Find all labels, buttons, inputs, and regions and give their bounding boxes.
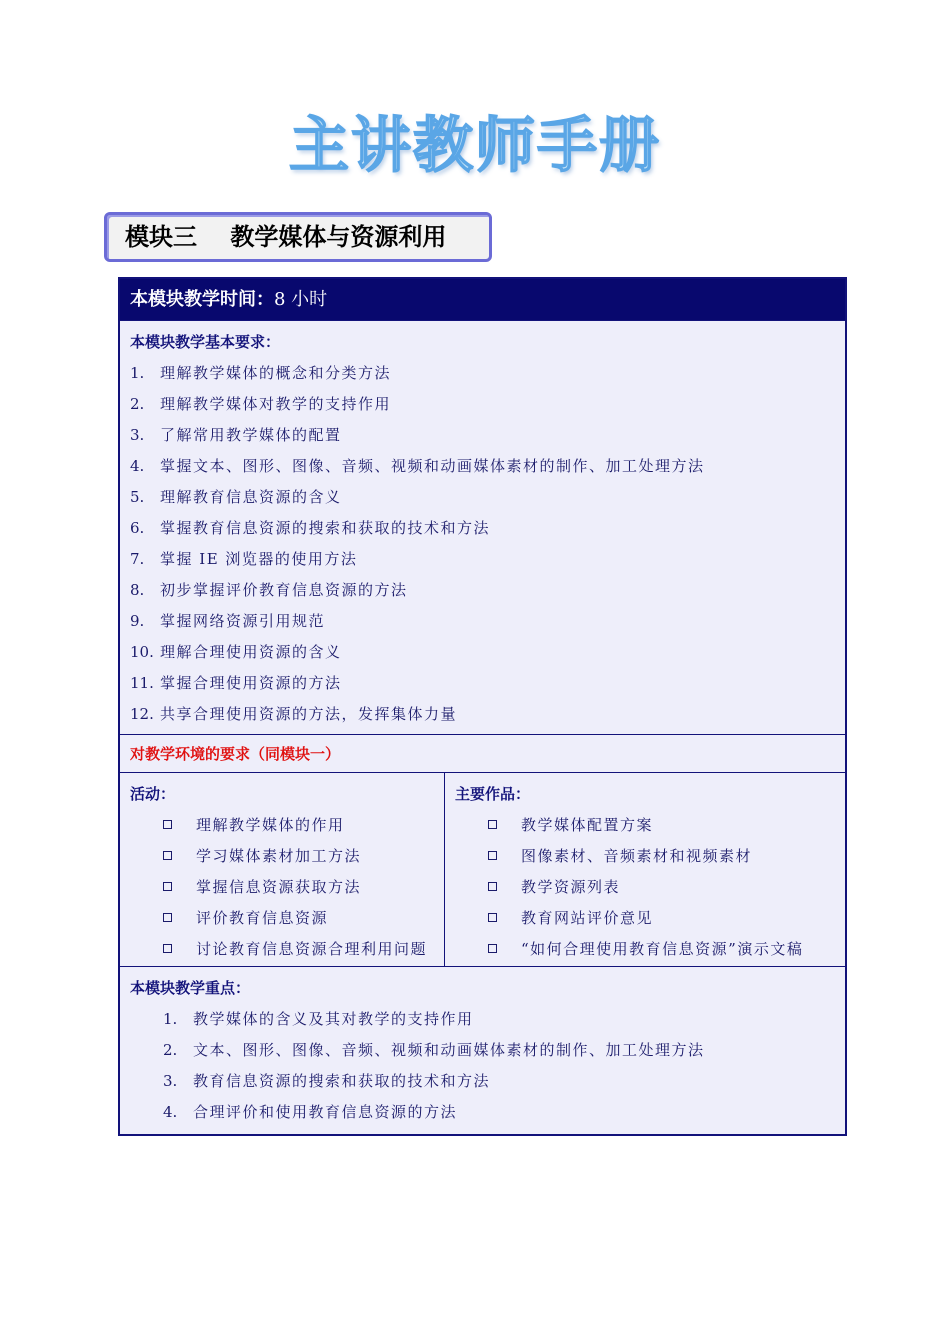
activity-item	[130, 872, 444, 903]
key-point-item	[130, 1066, 845, 1097]
requirement-number: 9.	[130, 612, 145, 630]
activity-text: 评价教育信息资源	[196, 909, 329, 927]
key-point-number: 2.	[163, 1041, 178, 1059]
requirement-text: 理解合理使用资源的含义	[160, 643, 342, 661]
square-bullet-icon	[163, 851, 172, 860]
requirement-item	[130, 389, 845, 420]
work-item	[455, 934, 845, 965]
requirement-item	[130, 451, 845, 482]
requirement-text: 掌握网络资源引用规范	[160, 612, 326, 630]
work-text: 教育网站评价意见	[521, 909, 654, 927]
works-list	[455, 810, 845, 965]
work-item	[455, 903, 845, 934]
activity-text: 讨论教育信息资源合理利用问题	[196, 940, 428, 958]
requirement-number: 6.	[130, 519, 145, 537]
module-heading	[104, 212, 492, 262]
requirement-number: 12.	[130, 705, 154, 723]
requirement-number: 11.	[130, 674, 154, 692]
page-title: 主讲教师手册	[289, 111, 661, 181]
work-item	[455, 810, 845, 841]
activities-list	[130, 810, 444, 965]
square-bullet-icon	[488, 913, 497, 922]
requirements-list	[130, 358, 845, 730]
requirement-number: 7.	[130, 550, 145, 568]
square-bullet-icon	[163, 882, 172, 891]
requirement-text: 理解教学媒体的概念和分类方法	[160, 364, 392, 382]
activity-text: 理解教学媒体的作用	[196, 816, 345, 834]
work-text: 教学资源列表	[521, 878, 621, 896]
activity-item	[130, 934, 444, 965]
requirement-text: 掌握合理使用资源的方法	[160, 674, 342, 692]
activity-text: 学习媒体素材加工方法	[196, 847, 362, 865]
square-bullet-icon	[163, 944, 172, 953]
square-bullet-icon	[163, 913, 172, 922]
requirement-text: 掌握文本、图形、图像、音频、视频和动画媒体素材的制作、加工处理方法	[160, 457, 705, 475]
requirement-number: 5.	[130, 488, 145, 506]
teaching-time-value: 8 小时	[274, 289, 328, 310]
requirement-item	[130, 544, 845, 575]
activities-title: 活动：	[130, 785, 176, 803]
key-point-item	[130, 1035, 845, 1066]
requirement-number: 2.	[130, 395, 145, 413]
work-text: 教学媒体配置方案	[521, 816, 654, 834]
requirement-item	[130, 575, 845, 606]
requirement-number: 10.	[130, 643, 154, 661]
requirement-text: 共享合理使用资源的方法，发挥集体力量	[160, 705, 458, 723]
square-bullet-icon	[488, 820, 497, 829]
square-bullet-icon	[488, 944, 497, 953]
activity-text: 掌握信息资源获取方法	[196, 878, 362, 896]
key-points-list	[130, 1004, 845, 1128]
requirement-text: 了解常用教学媒体的配置	[160, 426, 342, 444]
work-item	[455, 841, 845, 872]
requirement-item	[130, 668, 845, 699]
activity-item	[130, 841, 444, 872]
key-point-text: 文本、图形、图像、音频、视频和动画媒体素材的制作、加工处理方法	[193, 1041, 705, 1059]
key-point-item	[130, 1097, 845, 1128]
key-point-text: 合理评价和使用教育信息资源的方法	[193, 1103, 458, 1121]
activity-item	[130, 903, 444, 934]
square-bullet-icon	[488, 882, 497, 891]
work-item	[455, 872, 845, 903]
works-column	[445, 773, 845, 966]
square-bullet-icon	[488, 851, 497, 860]
requirement-item	[130, 637, 845, 668]
requirement-number: 1.	[130, 364, 145, 382]
activities-column	[120, 773, 445, 966]
teaching-time-row	[120, 279, 845, 321]
requirement-item	[130, 699, 845, 730]
requirement-number: 4.	[130, 457, 145, 475]
key-points-title: 本模块教学重点：	[130, 979, 251, 997]
key-point-number: 3.	[163, 1072, 178, 1090]
requirement-number: 8.	[130, 581, 145, 599]
activities-works-row	[120, 772, 845, 966]
key-point-item	[130, 1004, 845, 1035]
work-text: “如何合理使用教育信息资源”演示文稿	[521, 940, 804, 958]
work-text: 图像素材、音频素材和视频素材	[521, 847, 753, 865]
requirement-item	[130, 606, 845, 637]
teaching-time-label: 本模块教学时间：	[130, 289, 274, 310]
module-label: 模块三	[125, 223, 197, 251]
requirement-text: 初步掌握评价教育信息资源的方法	[160, 581, 408, 599]
module-name: 教学媒体与资源利用	[230, 223, 447, 251]
requirement-item	[130, 513, 845, 544]
requirement-text: 掌握教育信息资源的搜索和获取的技术和方法	[160, 519, 491, 537]
requirement-text: 理解教育信息资源的含义	[160, 488, 342, 506]
requirement-item	[130, 420, 845, 451]
works-title: 主要作品：	[455, 785, 531, 803]
requirements-section	[120, 321, 845, 734]
module-table	[118, 277, 847, 1136]
key-point-text: 教育信息资源的搜索和获取的技术和方法	[193, 1072, 491, 1090]
key-points-section	[120, 966, 845, 1134]
activity-item	[130, 810, 444, 841]
key-point-text: 教学媒体的含义及其对教学的支持作用	[193, 1010, 474, 1028]
requirement-number: 3.	[130, 426, 145, 444]
requirement-text: 掌握 IE 浏览器的使用方法	[160, 550, 358, 568]
requirements-title: 本模块教学基本要求：	[130, 333, 281, 351]
requirement-text: 理解教学媒体对教学的支持作用	[160, 395, 392, 413]
square-bullet-icon	[163, 820, 172, 829]
requirement-item	[130, 482, 845, 513]
key-point-number: 1.	[163, 1010, 178, 1028]
requirement-item	[130, 358, 845, 389]
key-point-number: 4.	[163, 1103, 178, 1121]
environment-requirement: 对教学环境的要求（同模块一）	[120, 734, 845, 772]
